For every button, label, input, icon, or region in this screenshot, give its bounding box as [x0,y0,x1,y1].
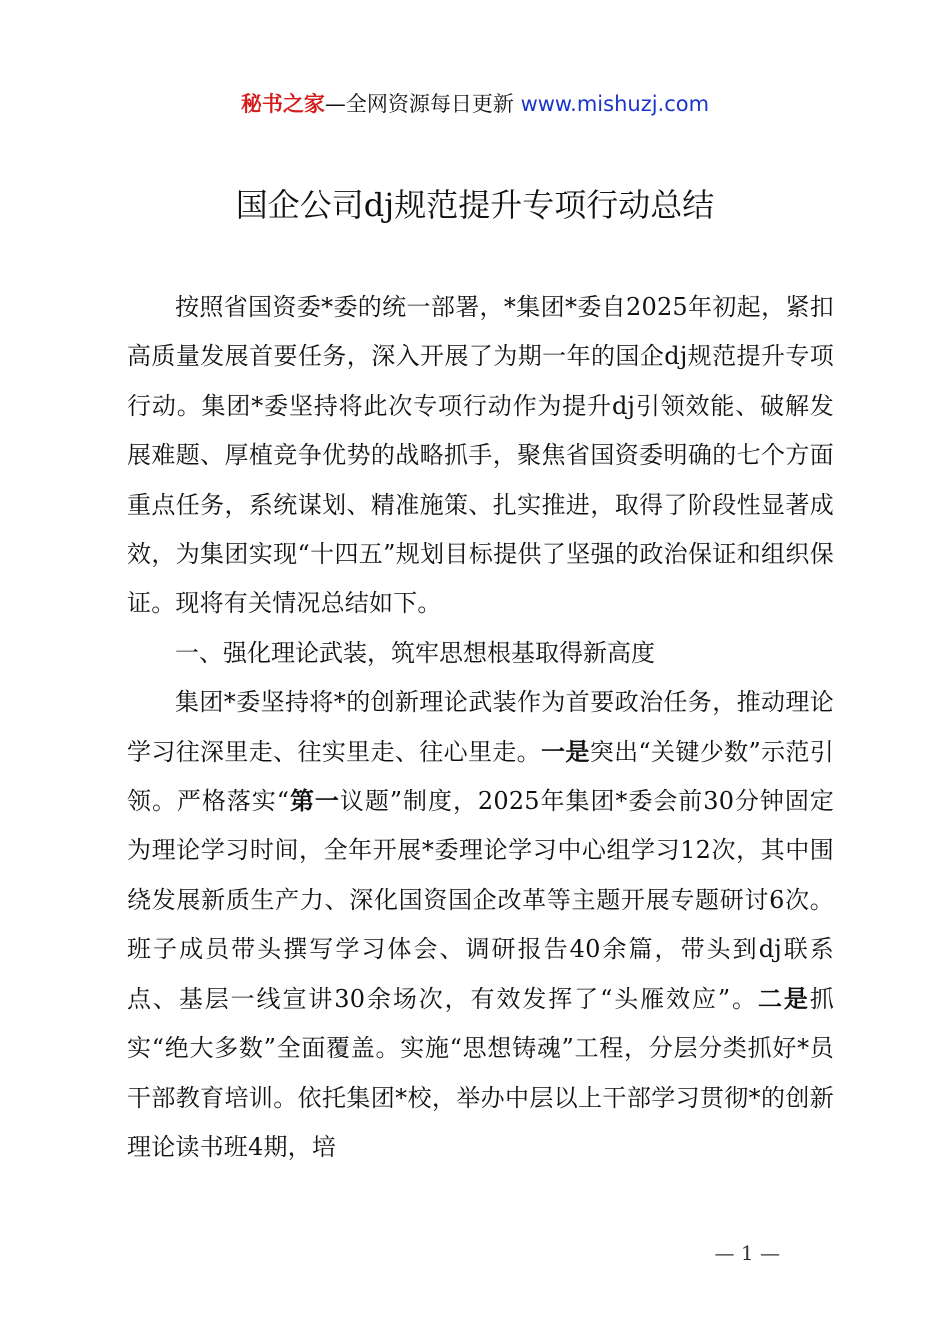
text-run: 突出“关键少数”示范引领。严格落实“ [127,737,834,816]
text-run: 议题”制度，2025年集团*委会前30分钟固定为理论学习时间，全年开展*委理论学习中心组学习12次，其中围绕发展新质生产力、深化国资国企改革等主题开展专题研讨6次。班子成员带头撰写学习体会、调研报告40余篇，带头到dj联系点、基层一线宣讲30余场次，有效发挥了“头雁效应”。 [127,787,834,1013]
emphasis-one: 一是 [541,737,590,766]
document-title: 国企公司dj规范提升专项行动总结 [235,186,715,224]
section-heading: 一、强化理论武装，筑牢思想根基取得新高度 [175,638,655,667]
site-banner [0,88,950,120]
text-run: 集团*委坚持将*的创新理论武装作为首要政治任务，推动理论学习往深里走、往实里走、往心里走。 [127,688,834,766]
brand-name: 秘书之家 [240,92,325,116]
page-number: — 1 — [714,1241,780,1265]
section-paragraph [127,678,834,1172]
document-body [127,283,834,1172]
emphasis-two: 二是 [757,984,810,1013]
intro-paragraph: 按照省国资委*委的统一部署，*集团*委自2025年初起，紧扣高质量发展首要任务，深入开展了为期一年的国企dj规范提升专项行动。集团*委坚持将此次专项行动作为提升dj引领效能、破解发展难题、厚植竞争优势的战略抓手，聚焦省国资委明确的七个方面重点任务，系统谋划、精准施策、扎实推进，取得了阶段性显著成效，为集团实现“十四五”规划目标提供了坚强的政治保证和组织保证。现将有关情况总结如下。 [127,293,834,618]
site-url-link[interactable]: www.mishuzj.com [520,92,710,116]
emphasis-first: 第一 [289,787,340,816]
banner-dash: — [324,92,346,116]
banner-slogan: 全网资源每日更新 [345,92,514,116]
text-run: 抓实“绝大多数”全面覆盖。实施“思想铸魂”工程，分层分类抓好*员干部教育培训。依托集团*校，举办中层以上干部学习贯彻*的创新理论读书班4期，培 [127,984,835,1161]
